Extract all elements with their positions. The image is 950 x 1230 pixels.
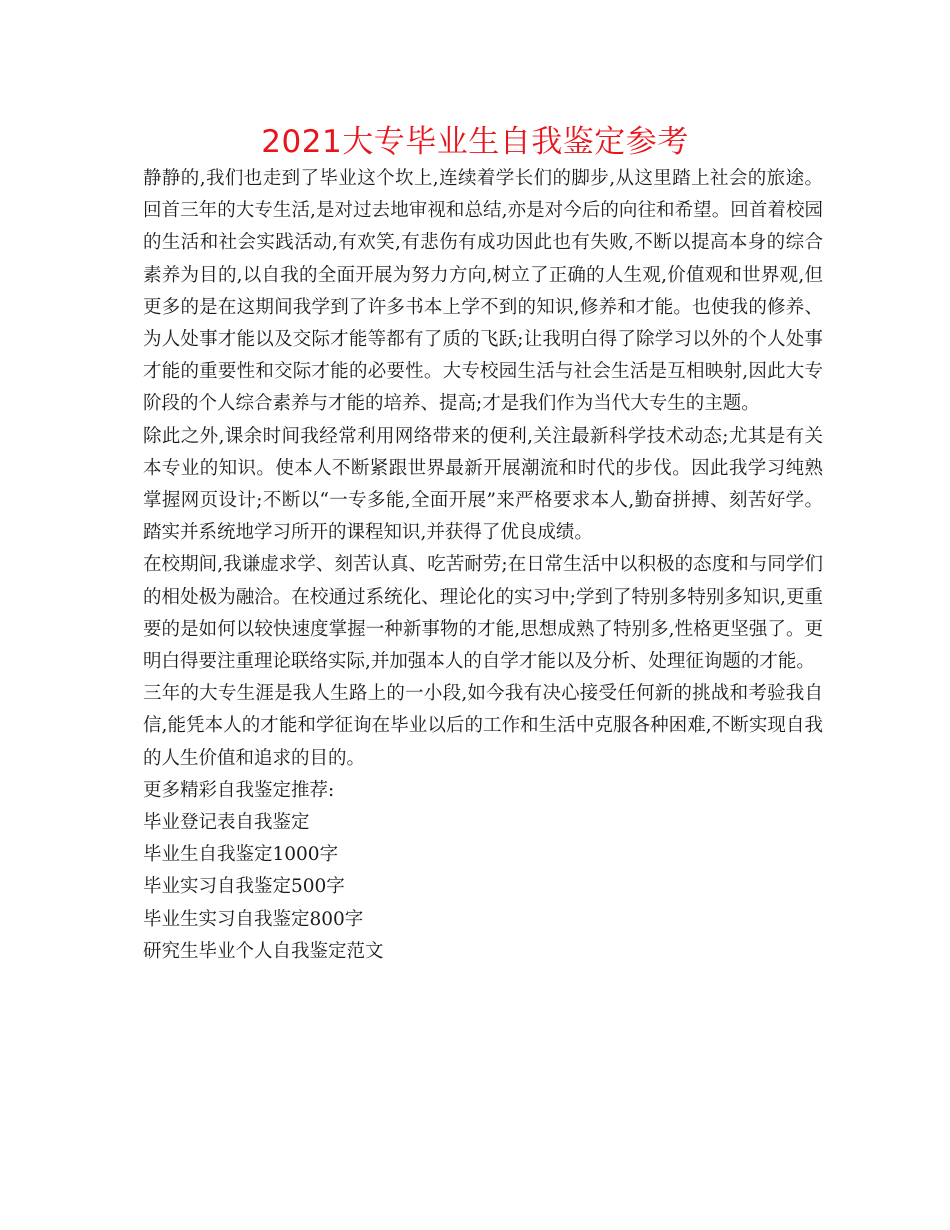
paragraph-intro: 静静的,我们也走到了毕业这个坎上,连续着学长们的脚步,从这里踏上社会的旅途。回首三年的大专生活,是对过去地审视和总结,亦是对今后的向往和希望。回首着校园的生活和社会实践活动,有欢笑,有悲伤有成功因此也有失败,不断以提高本身的综合素养为目的,以自我的全面开展为努力方向,树立了正确的人生观,价值观和世界观,但更多的是在这期间我学到了许多书本上学不到的知识,修养和才能。也使我的修养、为人处事才能以及交际才能等都有了质的飞跃;让我明白得了除学习以外的个人处事才能的重要性和交际才能的必要性。大专校园生活与社会生活是互相映射,因此大专阶段的个人综合素养与才能的培养、提高;才是我们作为当代大专生的主题。 (143, 168, 823, 415)
document-title: 2021大专毕业生自我鉴定参考 (261, 124, 689, 160)
recommendation-link[interactable]: 研究生毕业个人自我鉴定范文 (143, 940, 384, 962)
paragraph-extracurricular: 除此之外,课余时间我经常利用网络带来的便利,关注最新科学技术动态;尤其是有关本专业的知识。使本人不断紧跟世界最新开展潮流和时代的步伐。因此我学习纯熟掌握网页设计;不断以“一专多能,全面开展”来严格要求本人,勤奋拼搏、刻苦好学。踏实并系统地学习所开的课程知识,并获得了优良成绩。 (143, 425, 823, 544)
recommendation-link[interactable]: 毕业登记表自我鉴定 (143, 812, 310, 834)
paragraph-school-period: 在校期间,我谦虚求学、刻苦认真、吃苦耐劳;在日常生活中以积极的态度和与同学们的相处极为融洽。在校通过系统化、理论化的实习中;学到了特别多特别多知识,更重要的是如何以较快速度掌握一种新事物的才能,思想成熟了特别多,性格更坚强了。更明白得要注重理论联络实际,并加强本人的自学才能以及分析、处理征询题的才能。 (143, 554, 823, 673)
paragraph-conclusion: 三年的大专生涯是我人生路上的一小段,如今我有决心接受任何新的挑战和考验我自信,能凭本人的才能和学征询在毕业以后的工作和生活中克服各种困难,不断实现自我的人生价值和追求的目的。 (143, 683, 823, 769)
recommendations-list (143, 807, 823, 968)
document-body (143, 163, 823, 968)
recommendation-link[interactable]: 毕业生自我鉴定1000字 (143, 844, 339, 866)
recommendations-heading: 更多精彩自我鉴定推荐: (143, 779, 335, 801)
recommendation-link[interactable]: 毕业生实习自我鉴定800字 (143, 908, 364, 930)
recommendation-link[interactable]: 毕业实习自我鉴定500字 (143, 876, 345, 898)
